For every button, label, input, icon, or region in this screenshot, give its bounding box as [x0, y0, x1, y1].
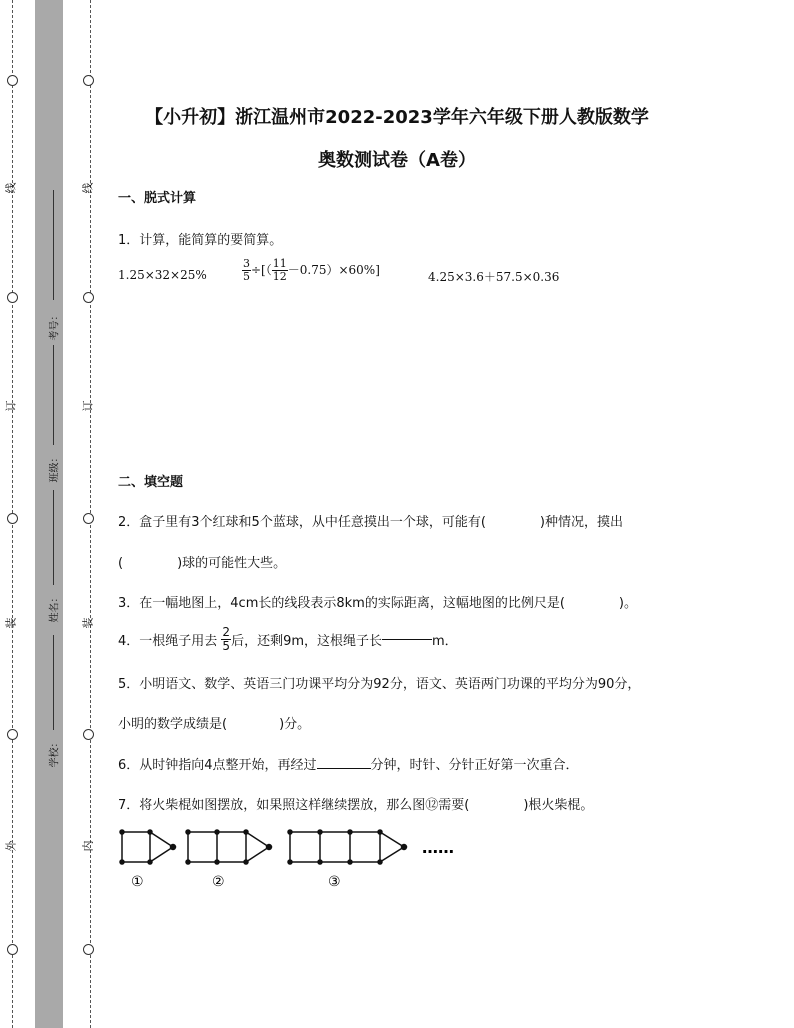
inner-mark: 装: [81, 617, 95, 629]
binding-hole: [83, 944, 94, 955]
figure-ellipsis: ……: [422, 838, 454, 857]
outer-mark: 外: [4, 840, 18, 852]
section-heading: 一、脱式计算: [118, 191, 197, 206]
binding-hole: [83, 513, 94, 524]
question-5-cont: 小明的数学成绩是( )分。: [118, 717, 311, 732]
matchstick-figure-2: [186, 830, 272, 864]
figure-label: ②: [212, 874, 225, 890]
calc-expression-2: $\frac{3}{5}$ ÷[（ $\frac{11}{12}$ －0.75）×60%]: [243, 257, 380, 283]
fraction: $\frac{2}{5}$: [222, 625, 231, 653]
outer-mark: 订: [4, 400, 18, 412]
question-2: 2．盒子里有3个红球和5个蓝球，从中任意摸出一个球，可能有( )种情况，摸出: [118, 515, 623, 530]
binding-hole: [7, 513, 18, 524]
question-1: 1．计算，能简算的要简算。: [118, 233, 283, 248]
fraction: $\frac{11}{12}$: [272, 257, 287, 283]
outer-mark: 线: [4, 182, 18, 194]
binding-hole: [83, 292, 94, 303]
exam-number-label: 考号：: [49, 310, 61, 341]
matchstick-figure: [110, 820, 490, 892]
name-field[interactable]: [53, 490, 54, 585]
school-field[interactable]: [53, 635, 54, 730]
exam-number-field[interactable]: [53, 190, 54, 300]
matchstick-figure-1: [120, 830, 176, 864]
inner-mark: 订: [81, 400, 95, 412]
inner-mark: 内: [81, 840, 95, 852]
page-subtitle: 奥数测试卷（A卷）: [318, 150, 476, 171]
binding-hole: [83, 729, 94, 740]
school-label: 学校：: [49, 737, 61, 768]
binding-hole: [7, 75, 18, 86]
binding-hole: [83, 75, 94, 86]
question-6: 6．从时钟指向4点整开始，再经过 分钟，时针、分针正好第一次重合．: [118, 758, 579, 773]
page-title: 【小升初】浙江温州市2022-2023学年六年级下册人教版数学: [145, 107, 649, 128]
question-3: 3．在一幅地图上，4cm长的线段表示8km的实际距离，这幅地图的比例尺是( )。: [118, 596, 637, 611]
fraction: $\frac{3}{5}$: [243, 257, 250, 283]
matchstick-figure-3: [288, 830, 407, 864]
class-label: 班级：: [49, 452, 61, 483]
figure-label: ①: [131, 874, 144, 890]
inner-mark: 线: [81, 182, 95, 194]
question-7: 7．将火柴棍如图摆放，如果照这样继续摆放，那么图⑫需要( )根火柴棍。: [118, 798, 594, 813]
question-4: 4．一根绳子用去 $\frac{2}{5}$ 后，还剩9m，这根绳子长 m．: [118, 625, 458, 653]
outer-mark: 装: [4, 617, 18, 629]
binding-hole: [7, 729, 18, 740]
binding-hole: [7, 292, 18, 303]
class-field[interactable]: [53, 345, 54, 445]
calc-expression-3: 4.25×3.6＋57.5×0.36: [428, 270, 560, 284]
binding-hole: [7, 944, 18, 955]
figure-label: ③: [328, 874, 341, 890]
answer-blank[interactable]: [382, 639, 432, 640]
name-label: 姓名：: [49, 592, 61, 623]
calc-expression-1: 1.25×32×25%: [118, 268, 207, 282]
section-heading: 二、填空题: [118, 475, 184, 490]
question-2-cont: ( )球的可能性大些。: [118, 556, 287, 571]
answer-blank[interactable]: [317, 768, 371, 769]
question-5: 5．小明语文、数学、英语三门功课平均分为92分，语文、英语两门功课的平均分为90分，: [118, 677, 641, 692]
